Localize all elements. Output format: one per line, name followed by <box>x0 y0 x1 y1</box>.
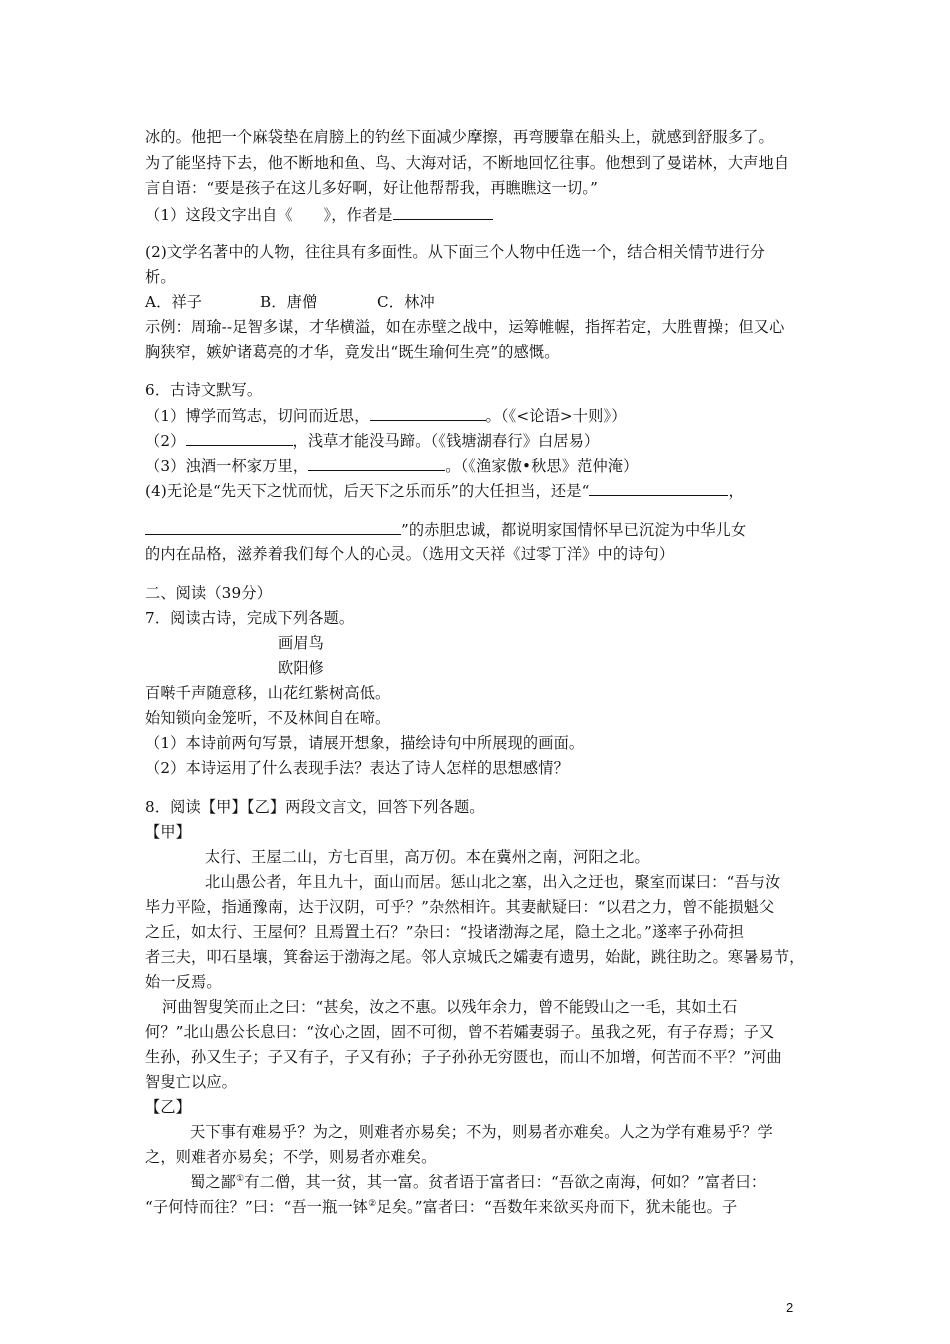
classical-line: 毕力平险，指通豫南，达于汉阴，可乎？”杂然相许。其妻献疑曰：“以君之力，曾不能损魁父 <box>145 898 775 916</box>
classical-line: 生孙，孙又生子；子又有子，子又有孙；子子孙孙无穷匮也，而山不加增，何苦而不平？”河曲 <box>145 1048 782 1066</box>
classical-text: 有二僧，其一贫，其一富。贫者语于富者曰：“吾欲之南海，何如？”富者曰： <box>244 1173 767 1191</box>
question-6-2 <box>145 430 599 451</box>
q6-text: （3）浊酒一杯家万里， <box>145 457 309 475</box>
option-b: B．唐僧 <box>260 293 318 311</box>
passage-label-yi: 【乙】 <box>145 1098 192 1116</box>
classical-line: 之，则难者亦易矣；不学，则易者亦难矣。 <box>145 1148 437 1166</box>
answer-blank <box>589 480 728 496</box>
q6-text: （1）博学而笃志，切问而近思， <box>145 407 370 425</box>
answer-blank <box>145 519 401 535</box>
footnote-marker: ② <box>368 1198 377 1209</box>
question-6-3 <box>145 455 639 476</box>
q6-text: 。（《<论语>十则》） <box>485 407 627 425</box>
question-7-title: 7．阅读古诗，完成下列各题。 <box>145 609 355 627</box>
options-row <box>145 292 435 312</box>
poem-line: 百啭千声随意移，山花红紫树高低。 <box>145 684 391 702</box>
classical-line: 之丘，如太行、王屋何？且焉置土石？”杂曰：“投诸渤海之尾，隐土之北。”遂率子孙荷担 <box>145 923 744 941</box>
question-7-1: （1）本诗前两句写景，请展开想象，描绘诗句中所展现的画面。 <box>145 734 585 752</box>
question-5-2-line: (2)文学名著中的人物，往往具有多面性。从下面三个人物中任选一个，结合相关情节进行分 <box>145 243 766 261</box>
question-6-1 <box>145 405 627 426</box>
classical-line: 天下事有难易乎？为之，则难者亦易矣；不为，则易者亦难矣。人之为学有难易乎？学 <box>190 1123 773 1141</box>
classical-line: 智叟亡以应。 <box>145 1073 238 1091</box>
classical-line <box>190 1172 766 1192</box>
passage-line: 言自语：“要是孩子在这儿多好啊，好让他帮帮我，再瞧瞧这一切。” <box>145 179 599 197</box>
classical-text: 足矣。”富者曰：“吾数年来欲买舟而下，犹未能也。子 <box>376 1198 738 1216</box>
section-title: 二、阅读（39分） <box>145 584 272 602</box>
q6-text: ， <box>728 482 744 500</box>
poem-author: 欧阳修 <box>278 659 325 677</box>
classical-text: 蜀之鄙 <box>190 1173 237 1191</box>
answer-blank <box>393 204 493 220</box>
footnote-marker: ① <box>236 1173 245 1184</box>
page-number: 2 <box>786 1300 794 1315</box>
classical-line <box>145 1197 737 1217</box>
poem-line: 始知锁向金笼听，不及林间自在啼。 <box>145 709 391 727</box>
question-6-title: 6．古诗文默写。 <box>145 381 263 399</box>
passage-label-jia: 【甲】 <box>145 823 192 841</box>
classical-line: 始一反焉。 <box>145 973 222 991</box>
option-c: C．林冲 <box>377 293 435 311</box>
classical-line: 太行、王屋二山，方七百里，高万仞。本在冀州之南，河阳之北。 <box>205 848 650 866</box>
q6-text: ，浅草才能没马蹄。（《钱塘湖春行》白居易） <box>292 432 600 450</box>
q6-text: （2） <box>145 432 186 450</box>
classical-line: 何？”北山愚公长息曰：“汝心之固，固不可彻，曾不若孀妻弱子。虽我之死，有子存焉；子又 <box>145 1023 775 1041</box>
question-5-1 <box>145 204 493 225</box>
option-a: A．祥子 <box>145 293 203 311</box>
passage-line: 为了能坚持下去，他不断地和鱼、鸟、大海对话，不断地回忆往事。他想到了曼诺林，大声地自 <box>145 154 790 172</box>
classical-line: 河曲智叟笑而止之曰：“甚矣，汝之不惠。以残年余力，曾不能毁山之一毛，其如土石 <box>162 998 738 1016</box>
q6-text: ”的赤胆忠诚，都说明家国情怀早已沉淀为中华儿女 <box>401 521 747 539</box>
answer-blank <box>308 455 445 471</box>
question-6-4-cont: 的内在品格，滋养着我们每个人的心灵。（选用文天祥《过零丁洋》中的诗句） <box>145 545 675 563</box>
example-line: 示例：周瑜--足智多谋，才华横溢，如在赤壁之战中，运筹帷幄，指挥若定，大胜曹操；但又心 <box>145 318 785 336</box>
question-8-title: 8．阅读【甲】【乙】两段文言文，回答下列各题。 <box>145 798 485 816</box>
question-5-2-line: 析。 <box>145 268 176 286</box>
example-line: 胸狭窄，嫉妒诸葛亮的才华，竟发出“既生瑜何生亮”的感慨。 <box>145 343 560 361</box>
question-6-4-cont <box>145 519 746 540</box>
question-6-4 <box>145 480 744 501</box>
classical-text: “子何恃而往？”曰：“吾一瓶一钵 <box>145 1198 369 1216</box>
question-7-2: （2）本诗运用了什么表现手法？表达了诗人怎样的思想感情？ <box>145 759 569 777</box>
q6-text: (4)无论是“先天下之忧而忧，后天下之乐而乐”的大任担当，还是“ <box>145 482 590 500</box>
answer-blank <box>186 430 293 446</box>
question-text: （1）这段文字出自《 》，作者是 <box>145 206 393 224</box>
poem-title: 画眉鸟 <box>278 634 325 652</box>
classical-line: 者三夫，叩石垦壤，箕畚运于渤海之尾。邻人京城氏之孀妻有遗男，始龀，跳往助之。寒暑易节， <box>145 948 805 966</box>
q6-text: 。（《渔家傲•秋思》范仲淹） <box>445 457 639 475</box>
classical-line: 北山愚公者，年且九十，面山而居。惩山北之塞，出入之迂也，聚室而谋曰：“吾与汝 <box>205 873 781 891</box>
answer-blank <box>370 405 486 421</box>
passage-line: 冰的。他把一个麻袋垫在肩膀上的钓丝下面减少摩擦，再弯腰靠在船头上，就感到舒服多了。 <box>145 128 774 146</box>
